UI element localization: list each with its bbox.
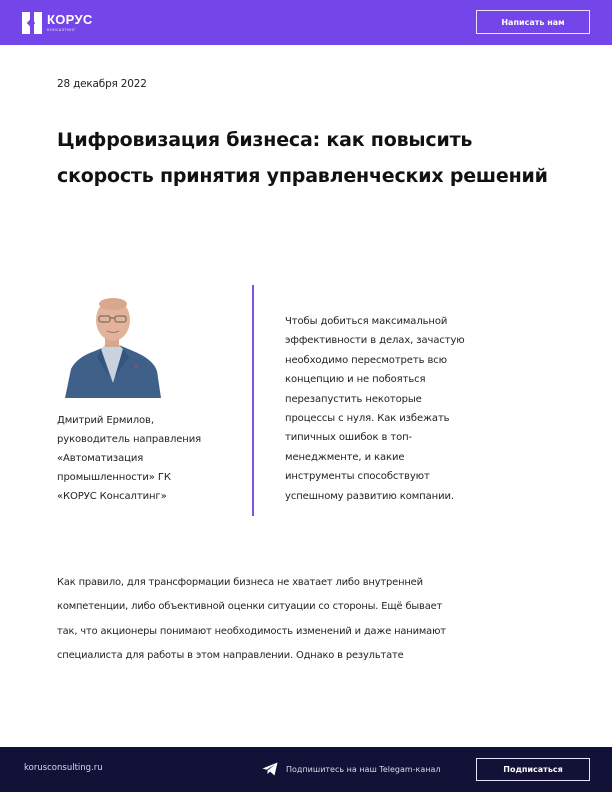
telegram-promo xyxy=(262,762,441,776)
author-photo xyxy=(57,287,169,398)
lead-line: процессы с нуля. Как избежать xyxy=(285,413,450,425)
contact-us-button[interactable]: Написать нам xyxy=(476,10,590,34)
lead-line: Чтобы добиться максимальной xyxy=(285,316,448,327)
author-caption-line: «КОРУС Консалтинг» xyxy=(57,491,167,502)
author-caption-line: руководитель направления xyxy=(57,434,202,445)
bottom-footer xyxy=(0,747,612,792)
lead-line: перезапустить некоторые xyxy=(285,393,422,405)
body-line: компетенции, либо объективной оценки ситуации со стороны. Ещё бывает xyxy=(57,601,443,613)
korus-logo[interactable] xyxy=(22,11,93,35)
article-title: Цифровизация бизнеса: как повысить скорость принятия управленческих решений xyxy=(57,129,548,187)
article-date: 28 декабря 2022 xyxy=(57,78,147,90)
telegram-plane-icon xyxy=(262,762,278,776)
logo-name: КОРУС xyxy=(47,12,93,27)
logo-subtitle: КОНСАЛТИНГ xyxy=(47,28,76,32)
article-lead xyxy=(285,312,505,506)
lead-line: эффективности в делах, зачастую xyxy=(285,335,465,347)
telegram-promo-text: Подпишитесь на наш Telegam-канал xyxy=(286,764,441,774)
quote-divider xyxy=(252,285,254,516)
lead-line: инструменты способствуют xyxy=(285,471,430,483)
korus-logo-icon xyxy=(22,12,42,34)
logo-text xyxy=(47,13,93,33)
article-body xyxy=(57,571,557,668)
subscribe-button[interactable]: Подписаться xyxy=(476,758,590,781)
lead-line: успешному развитию компании. xyxy=(285,490,454,502)
top-header xyxy=(0,0,612,45)
lead-line: необходимо пересмотреть всю xyxy=(285,354,447,366)
body-line: Как правило, для трансформации бизнеса не хватает либо внутренней xyxy=(57,577,423,588)
lead-line: типичных ошибок в топ- xyxy=(285,432,413,444)
site-link[interactable]: korusconsulting.ru xyxy=(24,763,103,773)
body-line: специалиста для работы в этом направлении. Однако в результате xyxy=(57,649,404,661)
lead-line: менеджменте, и какие xyxy=(285,451,405,463)
lead-line: концепцию и не побояться xyxy=(285,374,426,386)
author-caption-line: «Автоматизация xyxy=(57,453,144,464)
author-portrait-image xyxy=(57,287,169,398)
body-line: так, что акционеры понимают необходимость изменений и даже нанимают xyxy=(57,625,446,637)
author-caption xyxy=(57,411,247,506)
author-caption-line: промышленности» ГК xyxy=(57,472,171,483)
author-caption-line: Дмитрий Ермилов, xyxy=(57,415,154,426)
